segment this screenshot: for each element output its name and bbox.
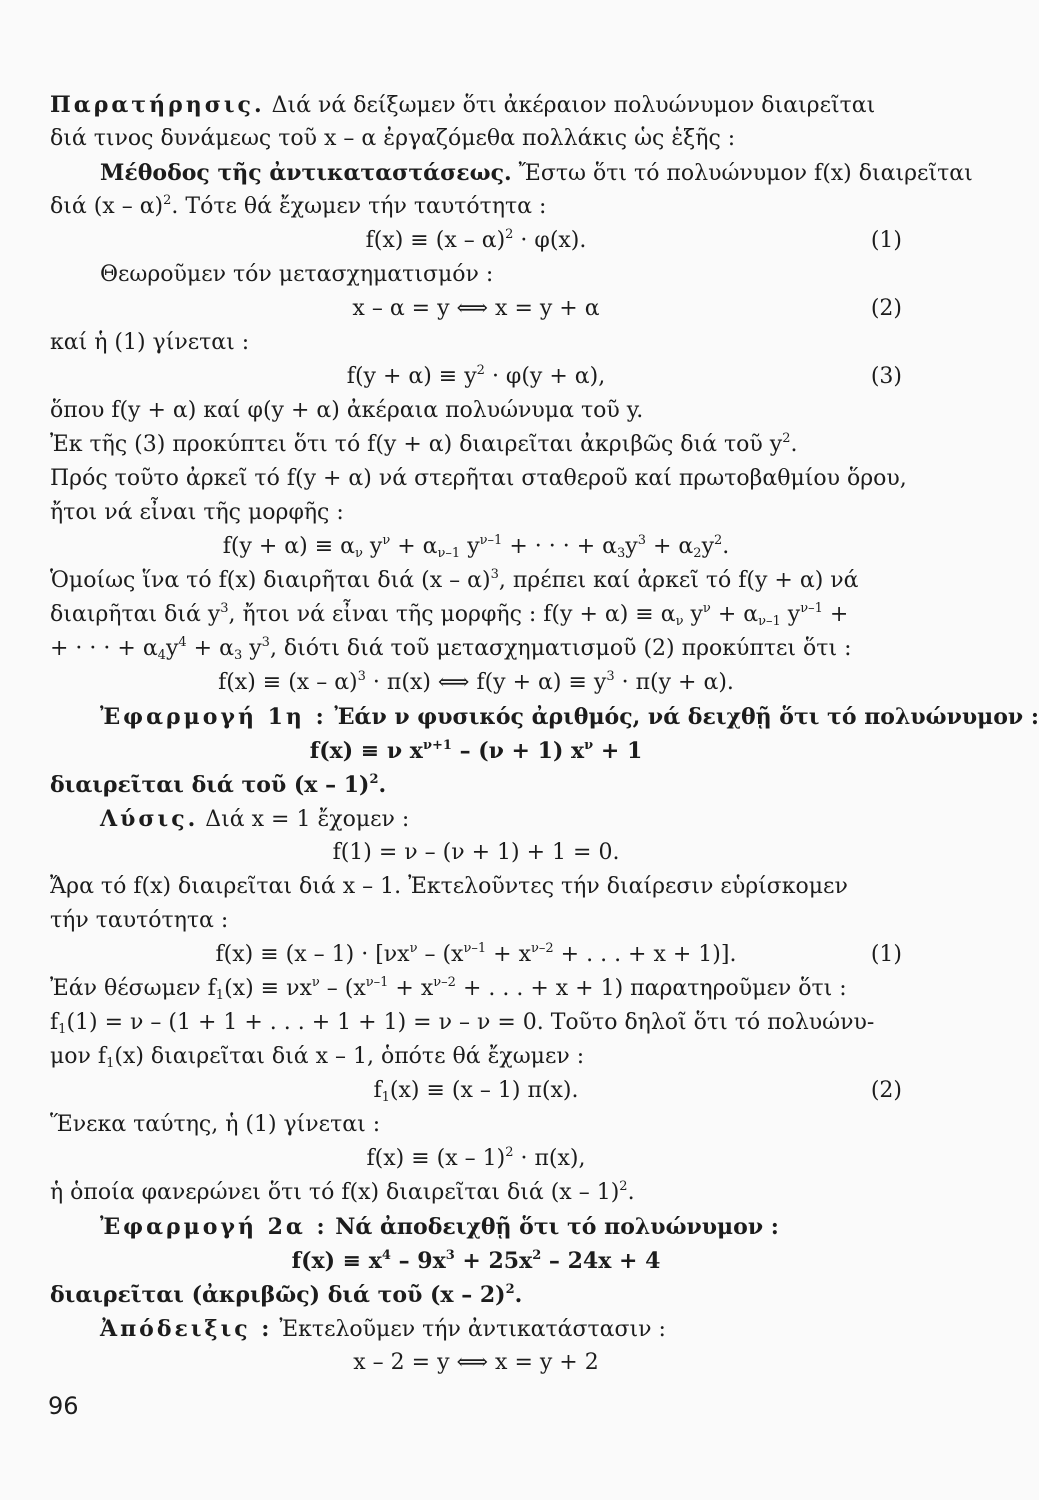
exp: 2 <box>476 363 485 378</box>
line-23: ἡ ὁποία φανερώνει ὅτι τό f(x) διαιρεῖται διά (x – 1)$^2$. <box>50 1179 635 1205</box>
eq-number-1: (1) <box>870 228 902 253</box>
equation-2 <box>50 292 902 326</box>
line-12: διαιρῆται διά $y^3$, ἤτοι νά εἶναι τῆς μορφῆς : $f(y + \alpha) \equiv \alpha_\nu$ $y^\nu + \alpha_{\nu-1}$ $y^{\nu-1}$ + <box>50 601 849 629</box>
line-16-b: Διά x = 1 ἔχομεν : <box>198 807 410 832</box>
line-11: Ὁμοίως ἵνα τό f(x) διαιρῆται διά (x – α)$^3$, πρέπει καί ἀρκεῖ τό f(y + α) νά <box>50 567 859 593</box>
solution-heading: Λύσις. <box>100 806 199 832</box>
eq3-b: · φ(y + α), <box>484 364 606 389</box>
eq-number-2: (2) <box>870 296 902 321</box>
line-26 <box>50 1312 902 1346</box>
eq1-b: · φ(x). <box>513 228 587 253</box>
line-21: μον $f_1(x)$ διαιρεῖται διά x – 1, ὁπότε θά ἔχωμεν : <box>50 1044 585 1071</box>
line-5: Θεωροῦμεν τόν μετασχηματισμόν : <box>100 262 494 287</box>
eq8: $f(x) \equiv (x - 1) \cdot [\nu x^\nu - (x^{\nu-1} + x^{\nu-2}$ + . . . + x + 1)]. <box>215 941 737 967</box>
line-20: $f_1(1) = \nu - (1 + 1$ + . . . + 1 + 1) = ν – ν = 0. Τοῦτο δηλοῖ ὅτι τό πολυώνυ- <box>50 1010 875 1037</box>
equation-11: $f(x) \equiv x^4 - 9x^3 + 25x^2 - 24x + 4$ <box>291 1248 661 1274</box>
equation-12: x – 2 = y ⟺ x = y + 2 <box>353 1350 599 1375</box>
line-24-b: Νά ἀποδειχθῇ ὅτι τό πολυώνυμον : <box>327 1214 779 1240</box>
line-8 <box>50 428 902 462</box>
line-1-text: Διά νά δείξωμεν ὅτι ἀκέραιον πολυώνυμον διαιρεῖται <box>264 93 876 118</box>
equation-6: f(x) ≡ ν $x^{\nu+1} - (\nu + 1) x^\nu + 1$ <box>309 738 643 764</box>
remark-heading: Παρατήρησις. <box>50 92 265 118</box>
line-3 <box>50 156 973 190</box>
application-1-heading: Ἐφαρμογή 1η : <box>100 704 327 730</box>
exp: 2 <box>782 431 791 446</box>
eq-number-8: (1) <box>870 942 902 967</box>
line-14-b: Ἐάν ν φυσικός ἀριθμός, νά δειχθῇ ὅτι τό πολυώνυμον : <box>326 704 1039 730</box>
line-7: ὅπου f(y + α) καί φ(y + α) ἀκέραια πολυώνυμα τοῦ y. <box>50 398 644 423</box>
eq2: x – α = y ⟺ x = y + α <box>352 296 600 321</box>
line-10: ἤτοι νά εἶναι τῆς μορφῆς : <box>50 500 344 525</box>
equation-8 <box>50 938 902 972</box>
eq9: $f_1(x) \equiv (x - 1)$ π(x). <box>373 1078 579 1105</box>
application-2-heading: Ἐφαρμογή 2α : <box>100 1214 328 1240</box>
eq-number-3: (3) <box>870 364 902 389</box>
eq3-a: f(y + α) ≡ y <box>346 364 477 389</box>
line-8-b: . <box>790 432 798 457</box>
line-13: + · · · + $\alpha_4y^4 + \alpha_3$ $y^3$, διότι διά τοῦ μετασχηματισμοῦ (2) προκύπτει ὅτι : <box>50 635 852 663</box>
line-24 <box>50 1210 902 1244</box>
line-2: διά τινος δυνάμεως τοῦ x – α ἐργαζόμεθα πολλάκις ὡς ἑξῆς : <box>50 126 736 151</box>
line-6: καί ἡ (1) γίνεται : <box>50 330 250 355</box>
line-4-b: . Τότε θά ἔχωμεν τήν ταυτότητα : <box>171 194 547 219</box>
equation-3 <box>50 360 902 394</box>
exp: 2 <box>163 193 172 208</box>
line-26-b: Ἐκτελοῦμεν τήν ἀντικατάστασιν : <box>272 1317 666 1342</box>
line-14 <box>50 700 1039 734</box>
exp: 2 <box>505 227 514 242</box>
equation-7: f(1) = ν – (ν + 1) + 1 = 0. <box>332 840 620 865</box>
page-body <box>50 88 1039 1380</box>
eq1-a: f(x) ≡ (x – α) <box>365 228 506 253</box>
line-4-a: διά (x – α) <box>50 194 164 219</box>
method-heading: Μέθοδος τῆς ἀντικαταστάσεως. <box>100 160 512 186</box>
line-19: Ἐάν θέσωμεν $f_1(x) \equiv \nu x^\nu - (x^{\nu-1} + x^{\nu-2}$ + . . . + x + 1) παρατηροῦμεν ὅτι : <box>50 975 847 1003</box>
line-3-text: Ἔστω ὅτι τό πολυώνυμον f(x) διαιρεῖται <box>511 161 973 186</box>
eq-number-9: (2) <box>870 1078 902 1103</box>
line-17: Ἄρα τό f(x) διαιρεῖται διά x – 1. Ἐκτελοῦντες τήν διαίρεσιν εὑρίσκομεν <box>50 874 848 899</box>
line-8-a: Ἐκ τῆς (3) προκύπτει ὅτι τό f(y + α) διαιρεῖται ἀκριβῶς διά τοῦ y <box>50 432 783 457</box>
equation-4: $f(y + \alpha) \equiv \alpha_\nu$ $y^\nu + \alpha_{\nu-1}$ $y^{\nu-1}$ + · · · + $\alpha_3y^3 + \alpha_2y^2$. <box>222 533 730 561</box>
line-9: Πρός τοῦτο ἀρκεῖ τό f(y + α) νά στερῆται σταθεροῦ καί πρωτοβαθμίου ὅρου, <box>50 466 907 491</box>
line-15: διαιρεῖται διά τοῦ (x – 1)$^2$. <box>50 772 387 798</box>
equation-1 <box>50 224 902 258</box>
line-22: Ἕνεκα ταύτης, ἡ (1) γίνεται : <box>50 1112 381 1137</box>
equation-9 <box>50 1074 902 1108</box>
page-number: 96 <box>48 1392 79 1420</box>
equation-5: f(x) ≡ (x – α)$^3$ · π(x) ⟺ $f(y + \alpha) \equiv y^3 \cdot \pi(y + \alpha)$. <box>218 669 734 695</box>
proof-heading: Ἀπόδειξις : <box>100 1316 273 1342</box>
line-1 <box>50 88 902 122</box>
line-18: τήν ταυτότητα : <box>50 908 229 933</box>
line-4 <box>50 190 902 224</box>
line-16 <box>50 802 902 836</box>
equation-10: f(x) ≡ (x – 1)$^2$ · π(x), <box>366 1145 586 1171</box>
line-25: διαιρεῖται (ἀκριβῶς) διά τοῦ (x – 2)$^2$. <box>50 1282 523 1308</box>
